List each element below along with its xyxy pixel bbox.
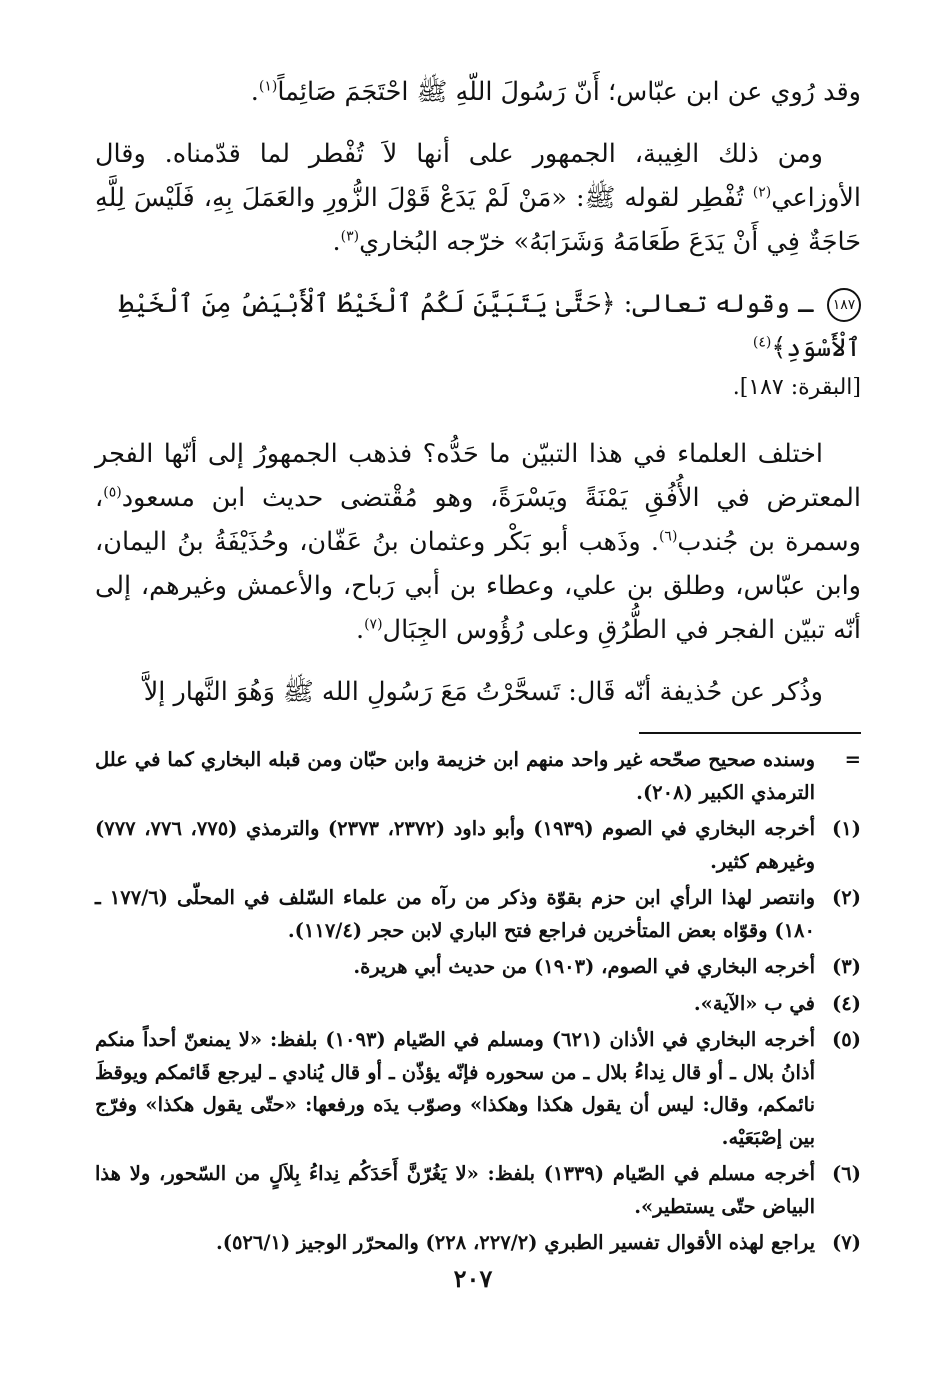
- footnote-item: [95, 744, 861, 809]
- footnote-text: في ب «الآية».: [693, 991, 815, 1015]
- punctuation: .: [332, 227, 341, 257]
- paragraph-2: [95, 132, 861, 264]
- footnote-item: [95, 951, 861, 984]
- footnote-item: [95, 988, 861, 1021]
- footnote-text: يراجع لهذه الأقوال تفسير الطبري (٢٢٧/٢، ٢٢٨) والمحرّر الوجيز (٥٢٦/١).: [215, 1231, 815, 1254]
- footnote-item: [95, 1158, 861, 1223]
- paragraph-3-text-a: اختلف العلماء في هذا التبيّن ما حَدُّه؟ فذهب الجمهورُ إلى أنّها الفجر المعترض في الأُفُقِ يَمْنَةً ويَسْرَةً، وهو مُقْتضى حديث ابن مسعود: [95, 439, 861, 513]
- footnote-ref: (٧): [364, 616, 383, 633]
- footnote-ref: (٢): [752, 184, 772, 201]
- paragraph-3: [95, 432, 861, 652]
- footnote-item: [95, 1227, 861, 1260]
- footnote-ref: (١): [258, 78, 278, 95]
- page-content: [95, 70, 861, 1264]
- footnotes: [95, 744, 861, 1260]
- paragraph-2-text: ومن ذلك الغِيبة، الجمهور على أنها لاَ تُفْطر لما قدّمناه. وقال الأوزاعي: [95, 139, 862, 213]
- footnote-ref: (٦): [658, 528, 678, 545]
- verse-heading: [95, 282, 861, 370]
- paragraph-2-rest: تُفْطِر لقوله ﷺ: «مَنْ لَمْ يَدَعْ قَوْلَ الزُّورِ والعَمَلَ بِهِ، فَلَيْسَ لِلَّهِ حَاجَةٌ فِي أَنْ يَدَعَ طَعَامَهُ وَشَرَابَهُ» خرّجه البُخاري: [95, 183, 861, 257]
- paragraph-1: [95, 70, 861, 114]
- footnote-text: أخرجه البخاري في الصوم، (١٩٠٣) من حديث أبي هريرة.: [353, 955, 815, 978]
- paragraph-4: وذُكر عن حُذيفة أنّه قَال: تَسحَّرْتُ مَعَ رَسُولِ الله ﷺ وَهُوَ النَّهار إلاَّ: [143, 677, 823, 707]
- verse-reference: [البقرة: ١٨٧].: [732, 375, 861, 400]
- verse-number-badge: ١٨٧: [827, 288, 861, 322]
- footnote-item: [95, 813, 861, 878]
- footnote-text: أخرجه مسلم في الصّيام (١٣٣٩) بلفظ: «لا يَغُرّنَّ أَحَدَكُم نِداءُ بِلاَلٍ من السّحور، ولا هذا البياض حتّى يستطير».: [95, 1162, 815, 1218]
- footnote-text: أخرجه البخاري في الأذان (٦٢١) ومسلم في الصّيام (١٠٩٣) بلفظ: «لا يمنعنّ أحداً منكم أذانُ بلال ـ أو قال نِداءُ بلال ـ من سحوره فإنّه يؤذّن ـ أو قال يُنادي ـ ليرجع قَائمكم ويوقظَ نائمكم، وقال: ليس أن يقول هكذا وهكذا» وصوّب يدَه ورفعها: «حتّى يقول هكذا» وفرّج بين إصْبَعَيْه.: [95, 1028, 815, 1149]
- footnote-divider: [639, 732, 861, 734]
- paragraph-3-text-b: ، وسمرة بن جُندب: [95, 483, 861, 557]
- footnote-item: [95, 1024, 861, 1154]
- page-number: ٢٠٧: [453, 1264, 493, 1293]
- footnote-number: (٥): [832, 1028, 861, 1051]
- paragraph-3-text-c: . وذَهب أبو بَكْر وعثمان بنُ عَفّان، وحُذَيْفَةُ بنُ اليمان، وابن عبّاس، وطلق بن علي، وعطاء بن أبي رَباح، والأعمش وغيرهم، إلى أنّه تبيّن الفجر في الطُّرُقِ وعلى رُؤُوس الجِبَال: [95, 527, 861, 645]
- footnote-text: وانتصر لهذا الرأي ابن حزم بقوّة وذكر من رآه من علماء السّلف في المحلّى (١٧٧/٦ ـ ١٨٠) وقوّاه بعض المتأخرين فراجع فتح الباري لابن حجر (١١٧/٤).: [95, 886, 815, 942]
- footnote-number: (٤): [832, 991, 861, 1015]
- footnote-ref: (٤): [752, 334, 772, 351]
- footnote-text: وسنده صحيح صحّحه غير واحد منهم ابن خزيمة وابن حبّان ومن قبله البخاري كما في علل الترمذي الكبير (٢٠٨).: [95, 748, 815, 804]
- footnote-number: (٣): [832, 955, 861, 978]
- footnote-ref: (٣): [340, 228, 360, 245]
- footnote-text: أخرجه البخاري في الصوم (١٩٣٩) وأبو داود (٢٣٧٢، ٢٣٧٣) والترمذي (٧٧٥، ٧٧٦، ٧٧٧) وغيرهم كثير.: [95, 817, 815, 873]
- footnote-ref: (٥): [103, 484, 122, 501]
- footnote-number: (٦): [832, 1162, 861, 1185]
- punctuation: .: [355, 615, 365, 645]
- punctuation: .: [250, 77, 259, 107]
- verse-text: ـ وقوله تعالى: ﴿حَتَّىٰ يَتَبَيَّنَ لَكُمُ ٱلْخَيْطُ ٱلْأَبْيَضُ مِنَ ٱلْخَيْطِ ٱلْأَسْوَدِ﴾: [118, 289, 861, 363]
- footnote-number: (٢): [832, 886, 861, 909]
- footnote-number: (١): [832, 817, 861, 840]
- footnote-number: (٧): [832, 1231, 861, 1254]
- footnote-number: =: [844, 748, 861, 771]
- footnote-item: [95, 882, 861, 947]
- paragraph-1-text: وقد رُوي عن ابن عبّاس؛ أَنّ رَسُولَ اللّهِ ﷺ احْتَجَمَ صَائِماً: [277, 77, 861, 107]
